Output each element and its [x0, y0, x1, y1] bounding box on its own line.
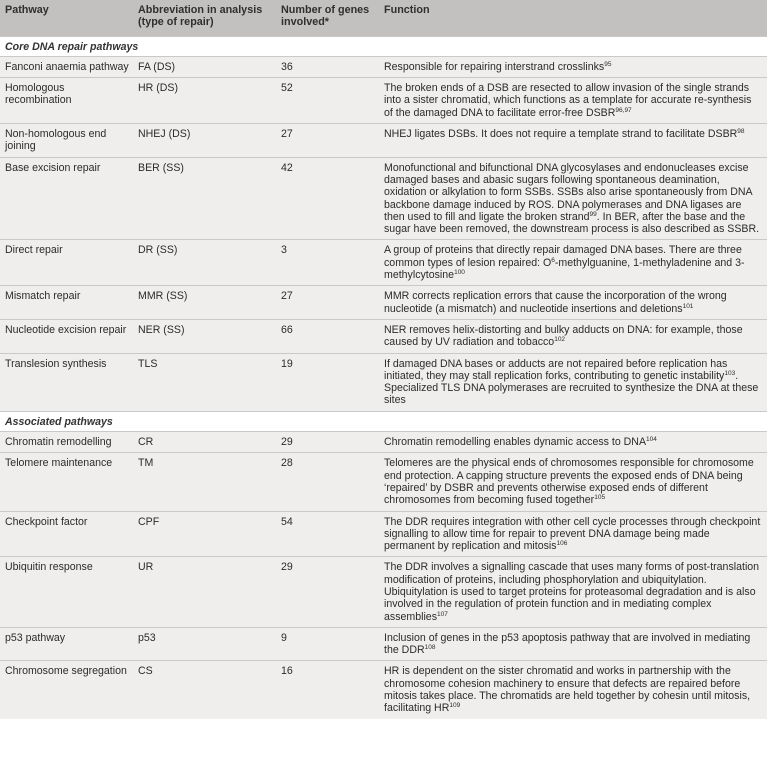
- cell-pathway: Base excision repair: [0, 157, 133, 240]
- function-text: The DDR involves a signalling cascade that uses many forms of post-translation modification of proteins, including phosphorylation and ubiquitylation. Ubiquitylation is used to target proteins for proteasomal degradation and is also involved in the regulation of protein function and in mediating complex assemblies: [384, 561, 760, 623]
- function-text: The DDR requires integration with other cell cycle processes through checkpoint signalling to allow time for repair to prevent DNA damage being made permanent by replication and mitosis: [384, 515, 761, 553]
- cell-abbreviation: NHEJ (DS): [133, 124, 276, 158]
- cell-pathway: Checkpoint factor: [0, 511, 133, 557]
- cell-function: [379, 56, 767, 77]
- cell-abbreviation: TM: [133, 453, 276, 511]
- cell-abbreviation: CPF: [133, 511, 276, 557]
- cell-function: [379, 78, 767, 124]
- cell-pathway: Direct repair: [0, 240, 133, 286]
- cell-pathway: Chromatin remodelling: [0, 432, 133, 453]
- section-header-row: [0, 36, 767, 56]
- reference-sup: 101: [682, 302, 694, 310]
- superscript: 6: [551, 256, 555, 264]
- reference-sup: 106: [556, 540, 568, 548]
- cell-genes: 27: [276, 286, 379, 320]
- function-text-tail: . In BER, after the base and the sugar have been removed, the downstream process is also described as SSBR.: [384, 210, 760, 236]
- header-function: Function: [384, 4, 430, 16]
- reference-sup: 104: [646, 436, 657, 444]
- cell-genes: 28: [276, 453, 379, 511]
- table-row: [0, 627, 767, 661]
- table-row: [0, 240, 767, 286]
- reference-sup: 95: [604, 60, 612, 68]
- function-text: If damaged DNA bases or adducts are not repaired before replication has initiated, they may stall replication forks, contributing to genetic instability: [384, 357, 728, 382]
- table-row: [0, 319, 767, 353]
- cell-genes: 27: [276, 124, 379, 158]
- cell-abbreviation: p53: [133, 627, 276, 661]
- cell-function: [379, 319, 767, 353]
- cell-abbreviation: BER (SS): [133, 157, 276, 240]
- cell-genes: 16: [276, 661, 379, 719]
- cell-function: [379, 511, 767, 557]
- cell-abbreviation: HR (DS): [133, 78, 276, 124]
- function-text: The broken ends of a DSB are resected to allow invasion of the single strands into a sister chromatid, which functions as a template for accurate re-synthesis of the damaged DNA to facilitate error-free DSBR: [384, 82, 752, 119]
- cell-genes: 66: [276, 319, 379, 353]
- function-text: Chromatin remodelling enables dynamic access to DNA: [384, 436, 647, 449]
- table-row: [0, 432, 767, 453]
- cell-genes: 19: [276, 353, 379, 411]
- cell-abbreviation: UR: [133, 557, 276, 627]
- cell-function: [379, 661, 767, 719]
- cell-abbreviation: MMR (SS): [133, 286, 276, 320]
- reference-sup: 105: [594, 494, 606, 502]
- function-text: A group of proteins that directly repair damaged DNA bases. There are three common types of lesion repaired: O: [384, 244, 742, 269]
- reference-sup: 109: [449, 702, 461, 710]
- reference-sup: 108: [424, 644, 436, 652]
- table-row: [0, 453, 767, 511]
- cell-pathway: Translesion synthesis: [0, 353, 133, 411]
- cell-pathway: p53 pathway: [0, 627, 133, 661]
- cell-function: [379, 557, 767, 627]
- table-row: [0, 661, 767, 719]
- cell-genes: 36: [276, 56, 379, 77]
- table-row: [0, 78, 767, 124]
- cell-function: [379, 157, 767, 240]
- reference-sup: 100: [454, 269, 465, 277]
- cell-function: [379, 432, 767, 453]
- reference-sup: 103: [724, 369, 736, 377]
- reference-sup: 98: [737, 128, 745, 136]
- cell-abbreviation: DR (SS): [133, 240, 276, 286]
- cell-genes: 29: [276, 557, 379, 627]
- section-header-row: [0, 411, 767, 431]
- section-title: Core DNA repair pathways: [0, 36, 767, 56]
- function-text: Monofunctional and bifunctional DNA glycosylases and endonucleases excise damaged bases and abasic sugars following spontaneous deamination, oxidation or alkylation to form SSBs. SSBs also arise spontaneously from DNA backbone damage induced by ROS. DNA polymerases and DNA ligases are then used to fill and ligate the broken strand: [384, 161, 753, 223]
- table-row: [0, 124, 767, 158]
- cell-pathway: Ubiquitin response: [0, 557, 133, 627]
- cell-function: [379, 124, 767, 158]
- cell-pathway: Non-homologous end joining: [0, 124, 133, 158]
- cell-abbreviation: TLS: [133, 353, 276, 411]
- function-text: Telomeres are the physical ends of chromosomes responsible for chromosome end protection. A capping structure prevents the exposed ends of DNA being ‘repaired’ by DSBR and prevents otherwise exposed ends of different chromosomes from becoming fused together: [384, 457, 754, 507]
- cell-pathway: Telomere maintenance: [0, 453, 133, 511]
- cell-pathway: Nucleotide excision repair: [0, 319, 133, 353]
- table-header: [0, 0, 767, 36]
- function-text: HR is dependent on the sister chromatid and works in partnership with the chromosome cohesion machinery to ensure that defects are repaired before mitosis takes place. The chromatids are held together by cohesin until mitosis, facilitating HR: [384, 665, 751, 715]
- cell-genes: 9: [276, 627, 379, 661]
- function-text: NER removes helix-distorting and bulky adducts on DNA: for example, those caused by UV radiation and tobacco: [384, 323, 743, 349]
- table-body: [0, 36, 767, 719]
- table-row: [0, 286, 767, 320]
- table-row: [0, 157, 767, 240]
- function-text: Inclusion of genes in the p53 apoptosis pathway that are involved in mediating the DDR: [384, 631, 751, 657]
- cell-genes: 29: [276, 432, 379, 453]
- header-abbreviation: Abbreviation in analysis (type of repair): [138, 4, 263, 29]
- cell-function: [379, 240, 767, 286]
- table-row: [0, 557, 767, 627]
- cell-genes: 52: [276, 78, 379, 124]
- cell-genes: 3: [276, 240, 379, 286]
- cell-genes: 54: [276, 511, 379, 557]
- cell-genes: 42: [276, 157, 379, 240]
- cell-abbreviation: CS: [133, 661, 276, 719]
- cell-abbreviation: NER (SS): [133, 319, 276, 353]
- cell-abbreviation: CR: [133, 432, 276, 453]
- cell-function: [379, 286, 767, 320]
- cell-pathway: Chromosome segregation: [0, 661, 133, 719]
- function-text: Responsible for repairing interstrand crosslinks: [384, 60, 605, 73]
- header-genes: Number of genes involved*: [281, 4, 370, 29]
- reference-sup: 102: [554, 336, 566, 344]
- cell-pathway: Homologous recombination: [0, 78, 133, 124]
- function-text-cont: -methylguanine, 1-methyladenine and 3-methylcytosine: [384, 256, 745, 282]
- header-row: [0, 0, 767, 36]
- cell-pathway: Mismatch repair: [0, 286, 133, 320]
- function-text-tail: . Specialized TLS DNA polymerases are recruited to synthesize the DNA at these sites: [384, 369, 759, 407]
- cell-function: [379, 453, 767, 511]
- table-row: [0, 353, 767, 411]
- function-text: MMR corrects replication errors that cause the incorporation of the wrong nucleotide (a mismatch) and nucleotide insertions and deletions: [384, 290, 727, 315]
- function-text: NHEJ ligates DSBs. It does not require a template strand to facilitate DSBR: [384, 128, 738, 141]
- reference-sup: 96,97: [615, 106, 632, 114]
- cell-abbreviation: FA (DS): [133, 56, 276, 77]
- cell-function: [379, 353, 767, 411]
- reference-sup: 107: [437, 610, 448, 618]
- cell-function: [379, 627, 767, 661]
- reference-sup: 99: [589, 210, 597, 218]
- section-title: Associated pathways: [0, 411, 767, 431]
- header-pathway: Pathway: [5, 4, 49, 16]
- cell-pathway: Fanconi anaemia pathway: [0, 56, 133, 77]
- table-row: [0, 56, 767, 77]
- table-row: [0, 511, 767, 557]
